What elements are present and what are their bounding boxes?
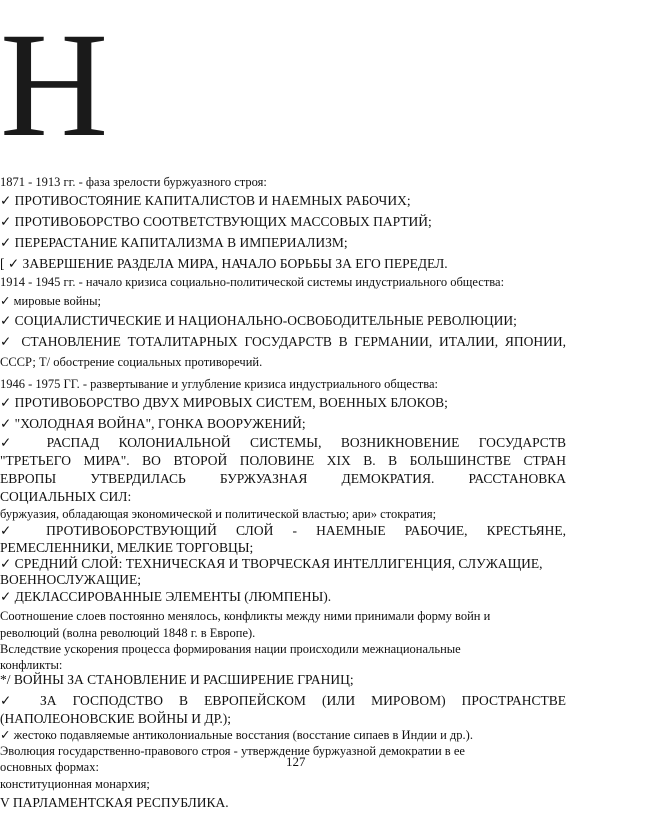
text-line: ✓ ПЕРЕРАСТАНИЕ КАПИТАЛИЗМА В ИМПЕРИАЛИЗМ; (0, 235, 348, 250)
text-line: [ ✓ ЗАВЕРШЕНИЕ РАЗДЕЛА МИРА, НАЧАЛО БОРЬБЫ ЗА ЕГО ПЕРЕДЕЛ. (0, 256, 448, 271)
text-line: 1914 - 1945 гг. - начало кризиса социально-политической системы индустриального общества: (0, 275, 505, 289)
text-line: Вследствие ускорения процесса формирования нации происходили межнациональные (0, 642, 461, 656)
text-line: основных формах: (0, 760, 99, 774)
text-line: ЕВРОПЫ УТВЕРДИЛАСЬ БУРЖУАЗНАЯ ДЕМОКРАТИЯ. РАССТАНОВКА (0, 471, 566, 486)
text-line: 1946 - 1975 ГГ. - развертывание и углубление кризиса индустриального общества: (0, 377, 438, 391)
text-line: "ТРЕТЬЕГО МИРА". ВО ВТОРОЙ ПОЛОВИНЕ XIX В. В БОЛЬШИНСТВЕ СТРАН (0, 453, 566, 468)
text-line: ✓ ПРОТИВОБОРСТВО СООТВЕТСТВУЮЩИХ МАССОВЫХ ПАРТИЙ; (0, 214, 432, 229)
text-line: ✓ ПРОТИВОБОРСТВУЮЩИЙ СЛОЙ - НАЕМНЫЕ РАБОЧИЕ, КРЕСТЬЯНЕ, (0, 523, 566, 538)
text-line: РЕМЕСЛЕННИКИ, МЕЛКИЕ ТОРГОВЦЫ; (0, 540, 254, 555)
text-line: V ПАРЛАМЕНТСКАЯ РЕСПУБЛИКА. (0, 795, 229, 810)
text-line: */ ВОЙНЫ ЗА СТАНОВЛЕНИЕ И РАСШИРЕНИЕ ГРАНИЦ; (0, 672, 354, 687)
text-line: конфликты: (0, 658, 63, 672)
text-line: Соотношение слоев постоянно менялось, конфликты между ними принимали форму войн и (0, 609, 491, 623)
text-line: Эволюция государственно-правового строя - утверждение буржуазной демократии в ее (0, 744, 465, 758)
text-line: ✓ СРЕДНИЙ СЛОЙ: ТЕХНИЧЕСКАЯ И ТВОРЧЕСКАЯ ИНТЕЛЛИГЕНЦИЯ, СЛУЖАЩИЕ, (0, 556, 543, 571)
text-line: конституционная монархия; (0, 777, 150, 791)
drop-cap: Н (0, 2, 109, 168)
text-line: ✓ СОЦИАЛИСТИЧЕСКИЕ И НАЦИОНАЛЬНО-ОСВОБОДИТЕЛЬНЫЕ РЕВОЛЮЦИИ; (0, 313, 517, 328)
text-line: СССР; Т/ обострение социальных противоречий. (0, 355, 263, 369)
text-line: ✓ ДЕКЛАССИРОВАННЫЕ ЭЛЕМЕНТЫ (ЛЮМПЕНЫ). (0, 589, 332, 604)
text-line: ✓ СТАНОВЛЕНИЕ ТОТАЛИТАРНЫХ ГОСУДАРСТВ В ГЕРМАНИИ, ИТАЛИИ, ЯПОНИИ, (0, 334, 566, 349)
text-line: ✓ "ХОЛОДНАЯ ВОЙНА", ГОНКА ВООРУЖЕНИЙ; (0, 416, 306, 431)
text-line: ✓ ЗА ГОСПОДСТВО В ЕВРОПЕЙСКОМ (ИЛИ МИРОВОМ) ПРОСТРАНСТВЕ (0, 693, 566, 708)
text-line: ВОЕННОСЛУЖАЩИЕ; (0, 572, 142, 587)
text-line: ✓ РАСПАД КОЛОНИАЛЬНОЙ СИСТЕМЫ, ВОЗНИКНОВЕНИЕ ГОСУДАРСТВ (0, 435, 566, 450)
text-line: (НАПОЛЕОНОВСКИЕ ВОЙНЫ И ДР.); (0, 711, 232, 726)
text-line: 1871 - 1913 гг. - фаза зрелости буржуазного строя: (0, 175, 267, 189)
text-line: ✓ мировые войны; (0, 294, 101, 308)
text-line: ✓ ПРОТИВОБОРСТВО ДВУХ МИРОВЫХ СИСТЕМ, ВОЕННЫХ БЛОКОВ; (0, 395, 448, 410)
text-line: ✓ жестоко подавляемые антиколониальные восстания (восстание сипаев в Индии и др.). (0, 728, 473, 742)
page-number: 127 (286, 754, 306, 769)
text-line: ✓ ПРОТИВОСТОЯНИЕ КАПИТАЛИСТОВ И НАЕМНЫХ РАБОЧИХ; (0, 193, 411, 208)
text-line: революций (волна революций 1848 г. в Европе). (0, 626, 256, 640)
text-line: буржуазия, обладающая экономической и политической властью; ари» стократия; (0, 507, 437, 521)
text-line: СОЦИАЛЬНЫХ СИЛ: (0, 489, 132, 504)
